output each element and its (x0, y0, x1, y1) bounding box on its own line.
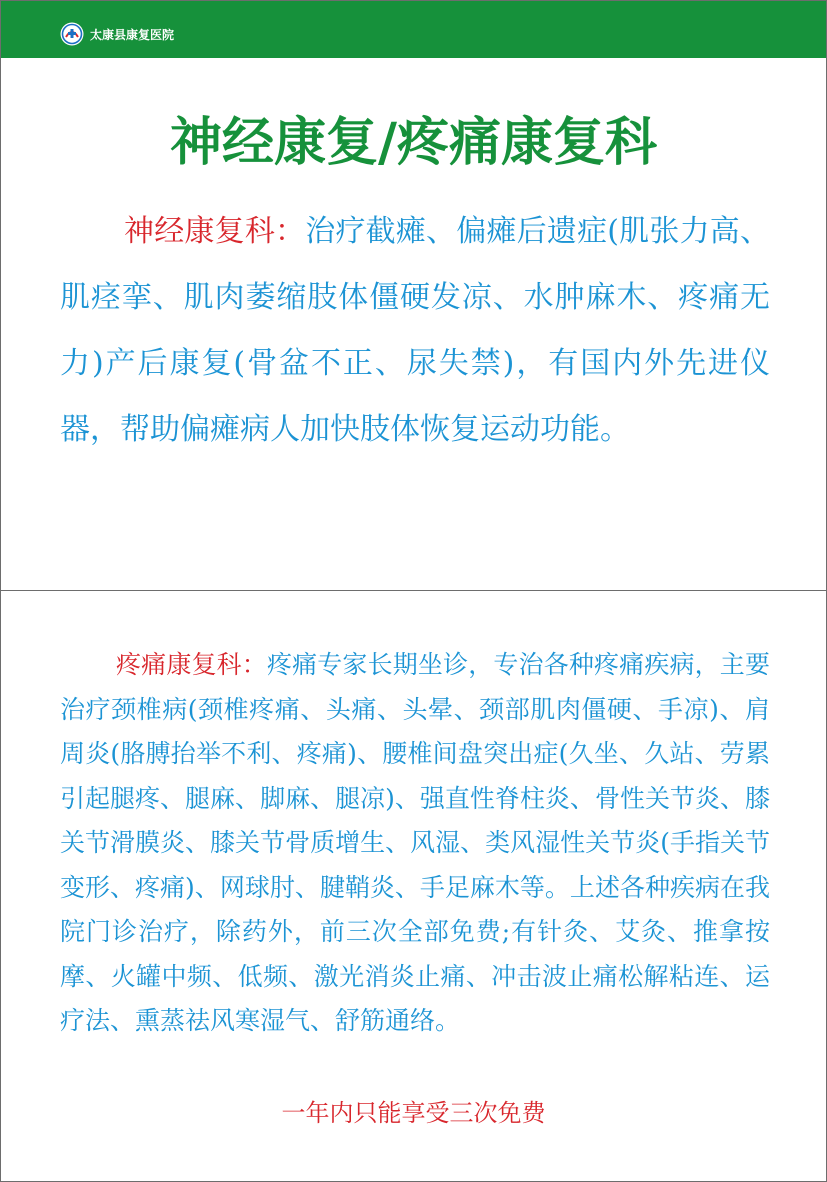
neuro-rehab-label: 神经康复科： (124, 214, 306, 249)
pain-rehab-body: 疼痛专家长期坐诊，专治各种疼痛疾病，主要治疗颈椎病(颈椎疼痛、头痛、头晕、颈部肌肉僵硬、手凉)、肩周炎(胳膊抬举不利、疼痛)、腰椎间盘突出症(久坐、久站、劳累引起腿疼、腿麻、脚麻、腿凉)、强直性脊柱炎、骨性关节炎、膝关节滑膜炎、膝关节骨质增生、风湿、类风湿性关节炎(手指关节变形、疼痛)、网球肘、腱鞘炎、手足麻木等。上述各种疾病在我院门诊治疗，除药外，前三次全部免费;有针灸、艾灸、推拿按摩、火罐中频、低频、激光消炎止痛、冲击波止痛松解粘连、运疗法、熏蒸祛风寒湿气、舒筋通络。 (60, 650, 770, 1035)
free-limit-note: 一年内只能享受三次免费 (281, 1099, 546, 1127)
page-title: 神经康复/疼痛康复科 (170, 112, 657, 173)
pain-rehab-label: 疼痛康复科： (116, 650, 267, 679)
hospital-name: 太康县康复医院 (90, 28, 175, 42)
hospital-logo-icon (60, 22, 84, 46)
section-divider (1, 590, 826, 591)
neuro-rehab-body: 治疗截瘫、偏瘫后遗症(肌张力高、肌痉挛、肌肉萎缩肢体僵硬发凉、水肿麻木、疼痛无力)产后康复(骨盆不正、尿失禁)，有国内外先进仪器，帮助偏瘫病人加快肢体恢复运动功能。 (60, 214, 770, 447)
pain-rehab-paragraph (60, 643, 770, 1044)
neuro-rehab-paragraph (60, 199, 770, 463)
